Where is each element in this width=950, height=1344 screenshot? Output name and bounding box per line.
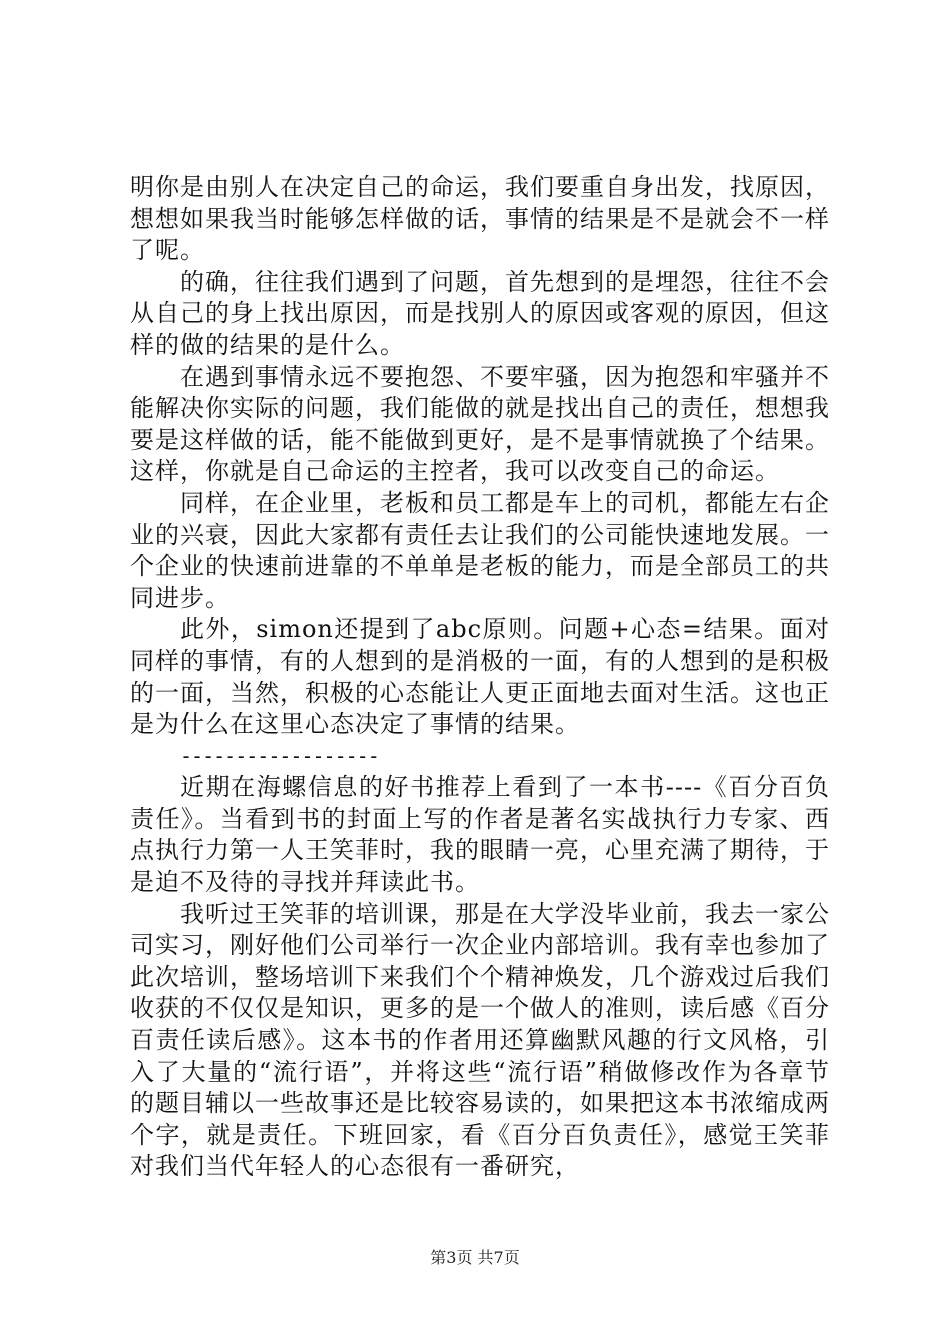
paragraph-1: 明你是由别人在决定自己的命运，我们要重自身出发，找原因，想想如果我当时能够怎样做的话，事情的结果是不是就会不一样了呢。: [130, 173, 830, 265]
paragraph-3: 在遇到事情永远不要抱怨、不要牢骚，因为抱怨和牢骚并不能解决你实际的问题，我们能做的就是找出自己的责任，想想我要是这样做的话，能不能做到更好，是不是事情就换了个结果。这样，你就是自己命运的主控者，我可以改变自己的命运。: [130, 362, 830, 486]
paragraph-2: 的确，往往我们遇到了问题，首先想到的是埋怨，往往不会从自己的身上找出原因，而是找别人的原因或客观的原因，但这样的做的结果的是什么。: [130, 267, 830, 359]
document-body: [130, 172, 830, 1183]
paragraph-4: 同样，在企业里，老板和员工都是车上的司机，都能左右企业的兴衰，因此大家都有责任去让我们的公司能快速地发展。一个企业的快速前进靠的不单单是老板的能力，而是全部员工的共同进步。: [130, 488, 830, 612]
paragraph-5: 此外，simon还提到了abc原则。问题+心态=结果。面对同样的事情，有的人想到的是消极的一面，有的人想到的是积极的一面，当然，积极的心态能让人更正面地去面对生活。这也正是为什么在这里心态决定了事情的结果。: [130, 615, 830, 739]
page-number-footer: 第3页 共7页: [430, 1248, 520, 1267]
paragraph-7: 我听过王笑菲的培训课，那是在大学没毕业前，我去一家公司实习，刚好他们公司举行一次企业内部培训。我有幸也参加了此次培训，整场培训下来我们个个精神焕发，几个游戏过后我们收获的不仅仅是知识，更多的是一个做人的准则，读后感《百分百责任读后感》。这本书的作者用还算幽默风趣的行文风格，引入了大量的“流行语”，并将这些“流行语”稍做修改作为各章节的题目辅以一些故事还是比较容易读的，如果把这本书浓缩成两个字，就是责任。下班回家，看《百分百负责任》，感觉王笑菲对我们当代年轻人的心态很有一番研究，: [130, 899, 830, 1181]
paragraph-6: 近期在海螺信息的好书推荐上看到了一本书----《百分百负责任》。当看到书的封面上写的作者是著名实战执行力专家、西点执行力第一人王笑菲时，我的眼睛一亮，心里充满了期待，于是迫不及待的寻找并拜读此书。: [130, 773, 830, 897]
section-divider: ------------------: [180, 743, 379, 768]
